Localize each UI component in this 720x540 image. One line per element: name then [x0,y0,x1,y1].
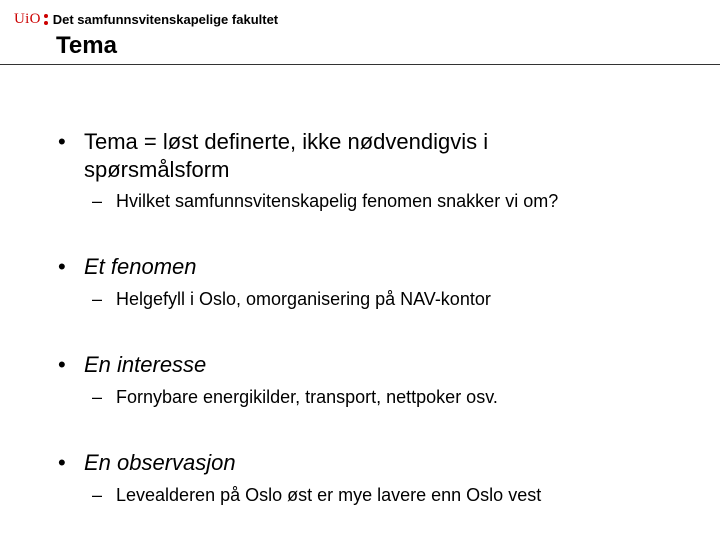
sub-bullet-item-3 [92,385,498,409]
sub-bullet-item-2 [92,287,491,311]
sub-bullet-text: Levealderen på Oslo øst er mye lavere enn Oslo vest [116,485,542,505]
bullet-icon: • [58,450,66,475]
dash-icon: – [92,485,103,505]
dash-icon: – [92,191,103,211]
sub-bullet-text: Helgefyll i Oslo, omorganisering på NAV-kontor [116,289,491,309]
sub-bullet-text: Hvilket samfunnsvitenskapelig fenomen snakker vi om? [116,191,559,211]
bullet-item-1 [58,128,604,184]
bullet-text: En observasjon [84,450,236,475]
bullet-text: Et fenomen [84,254,197,279]
slide-title: Tema [56,32,117,59]
bullet-icon: • [58,352,66,377]
title-divider [0,64,720,65]
sub-bullet-item-1 [92,189,558,213]
bullet-icon: • [58,254,66,279]
bullet-item-2 [58,253,604,281]
dash-icon: – [92,387,103,407]
dash-icon: – [92,289,103,309]
uio-logo-dots-icon [44,14,48,25]
uio-logo: UiO [14,10,41,27]
sub-bullet-text: Fornybare energikilder, transport, nettpoker osv. [116,387,498,407]
bullet-text: En interesse [84,352,207,377]
bullet-item-4 [58,449,604,477]
slide-header [14,9,278,29]
bullet-text: Tema = løst definerte, ikke nødvendigvis i spørsmålsform [84,129,489,182]
faculty-name: Det samfunnsvitenskapelige fakultet [52,11,279,27]
bullet-item-3 [58,351,604,379]
sub-bullet-item-4 [92,483,541,507]
bullet-icon: • [58,129,66,154]
